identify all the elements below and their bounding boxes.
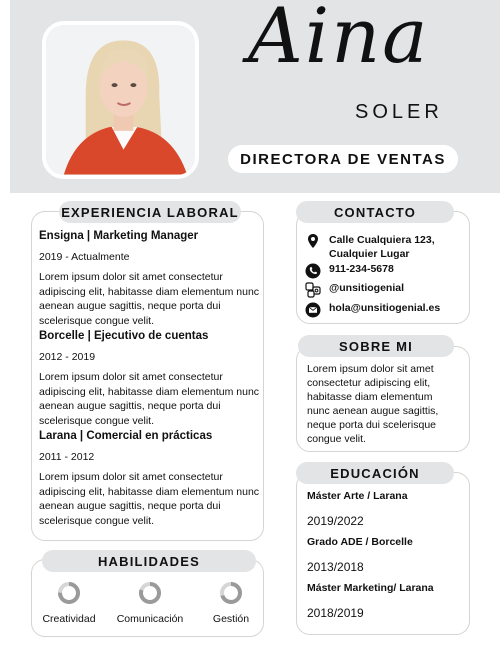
phone-icon xyxy=(305,263,321,279)
portrait-image xyxy=(46,25,195,175)
skill-ring xyxy=(138,581,162,605)
job-title: Larana | Comercial en prácticas xyxy=(39,430,213,442)
email-address: hola@unsitiogenial.es xyxy=(329,302,441,314)
skill-item xyxy=(110,581,190,625)
address-line: Calle Cualquiera 123, xyxy=(329,234,435,246)
location-pin-icon xyxy=(305,233,321,249)
skills-heading: HABILIDADES xyxy=(42,550,256,572)
skill-item xyxy=(191,581,271,625)
education-years: 2013/2018 xyxy=(307,560,364,574)
education-degree: Máster Arte / Larana xyxy=(307,490,408,502)
profile-photo xyxy=(42,21,199,179)
email-icon xyxy=(305,302,321,318)
contact-heading: CONTACTO xyxy=(296,201,454,223)
about-text: Lorem ipsum dolor sit amet consectetur adipiscing elit, habitasse diam elementum nunc aenean augue sagittis, neque porta dui scelerisque congue velit. xyxy=(307,363,439,445)
education-years: 2019/2022 xyxy=(307,514,364,528)
phone-number: 911-234-5678 xyxy=(329,263,394,275)
skill-ring xyxy=(219,581,243,605)
last-name: SOLER xyxy=(355,101,443,123)
education-years: 2018/2019 xyxy=(307,606,364,620)
about-heading: SOBRE MI xyxy=(298,335,454,357)
experience-heading: EXPERIENCIA LABORAL xyxy=(59,201,241,223)
education-degree: Máster Marketing/ Larana xyxy=(307,582,434,594)
job-entry xyxy=(39,428,264,528)
first-name: Aina xyxy=(248,0,430,80)
contact-social xyxy=(305,282,404,298)
job-title: DIRECTORA DE VENTAS xyxy=(240,150,446,168)
social-media-icon xyxy=(305,282,321,298)
job-title-pill xyxy=(228,145,458,173)
contact-phone xyxy=(305,263,394,279)
skill-label: Creatividad xyxy=(42,613,96,625)
contact-email xyxy=(305,302,440,318)
social-handle: @unsitiogenial xyxy=(329,282,404,294)
skill-ring xyxy=(57,581,81,605)
job-entry xyxy=(39,228,264,328)
job-description: Lorem ipsum dolor sit amet consectetur adipiscing elit, habitasse diam elementum nunc aenean augue sagittis, neque porta dui scelerisque congue velit. xyxy=(39,471,260,527)
skill-label: Comunicación xyxy=(116,613,184,625)
job-dates: 2012 - 2019 xyxy=(39,351,96,363)
skill-label: Gestión xyxy=(212,613,250,625)
job-title: Ensigna | Marketing Manager xyxy=(39,230,199,242)
address-line: Cualquier Lugar xyxy=(329,248,410,260)
education-heading: EDUCACIÓN xyxy=(296,462,454,484)
skill-item xyxy=(29,581,109,625)
job-description: Lorem ipsum dolor sit amet consectetur adipiscing elit, habitasse diam elementum nunc aenean augue sagittis, neque porta dui scelerisque congue velit. xyxy=(39,371,260,427)
job-entry xyxy=(39,328,264,428)
education-degree: Grado ADE / Borcelle xyxy=(307,536,413,548)
contact-address xyxy=(305,233,435,261)
job-dates: 2011 - 2012 xyxy=(39,451,95,463)
job-description: Lorem ipsum dolor sit amet consectetur adipiscing elit, habitasse diam elementum nunc aenean augue sagittis, neque porta dui scelerisque congue velit. xyxy=(39,271,260,327)
job-dates: 2019 - Actualmente xyxy=(39,251,130,263)
job-title: Borcelle | Ejecutivo de cuentas xyxy=(39,330,209,342)
